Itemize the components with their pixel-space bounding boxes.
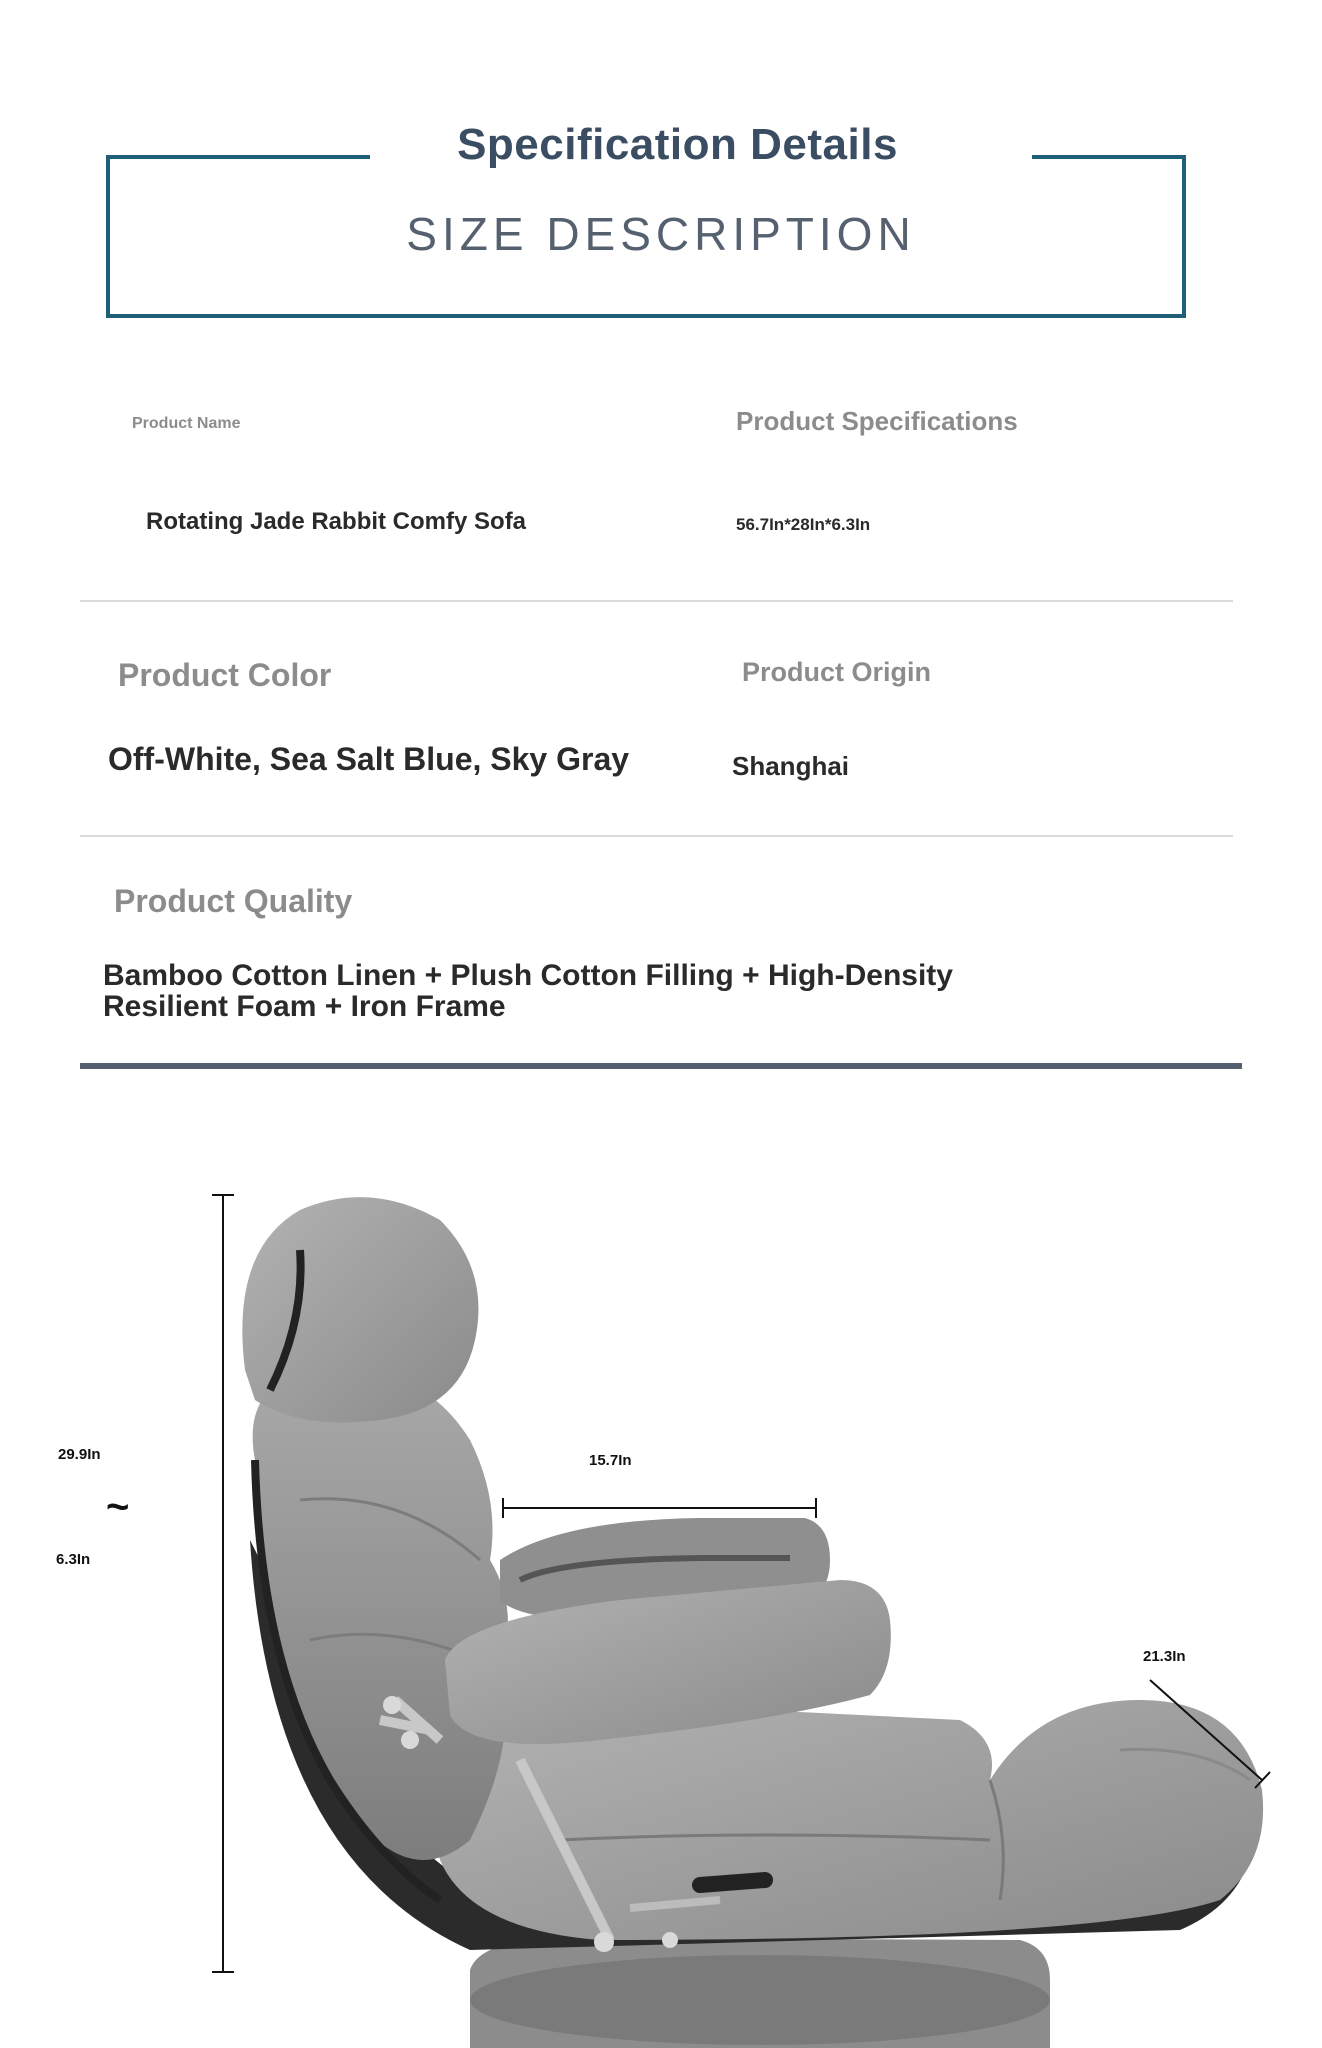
product-specifications-value: 56.7In*28In*6.3In <box>736 515 871 534</box>
seat-depth-label: 21.3In <box>1143 1648 1186 1665</box>
section-divider <box>80 1063 1242 1069</box>
sofa-chair-illustration <box>0 1140 1322 2048</box>
page-title: Specification Details <box>457 120 898 169</box>
product-name-value: Rotating Jade Rabbit Comfy Sofa <box>146 508 527 535</box>
height-max-label: 29.9In <box>58 1446 101 1463</box>
product-quality-value: Bamboo Cotton Linen + Plush Cotton Filling + High-Density Resilient Foam + Iron Frame <box>103 959 953 1023</box>
product-color-value: Off-White, Sea Salt Blue, Sky Gray <box>108 741 630 777</box>
height-range-tilde: ~ <box>106 1485 130 1529</box>
divider <box>80 835 1233 837</box>
divider <box>80 600 1233 602</box>
width-dimension-line <box>503 1498 816 1518</box>
page-subtitle: SIZE DESCRIPTION <box>406 208 916 260</box>
height-dimension-line <box>212 1195 234 1972</box>
product-origin-label: Product Origin <box>742 657 931 687</box>
seat-width-label: 15.7In <box>589 1452 632 1469</box>
product-name-label: Product Name <box>132 415 241 432</box>
product-origin-value: Shanghai <box>732 751 850 781</box>
height-min-label: 6.3In <box>56 1551 91 1568</box>
product-quality-label: Product Quality <box>114 883 353 919</box>
product-specifications-label: Product Specifications <box>736 406 1018 436</box>
product-color-label: Product Color <box>118 657 332 693</box>
